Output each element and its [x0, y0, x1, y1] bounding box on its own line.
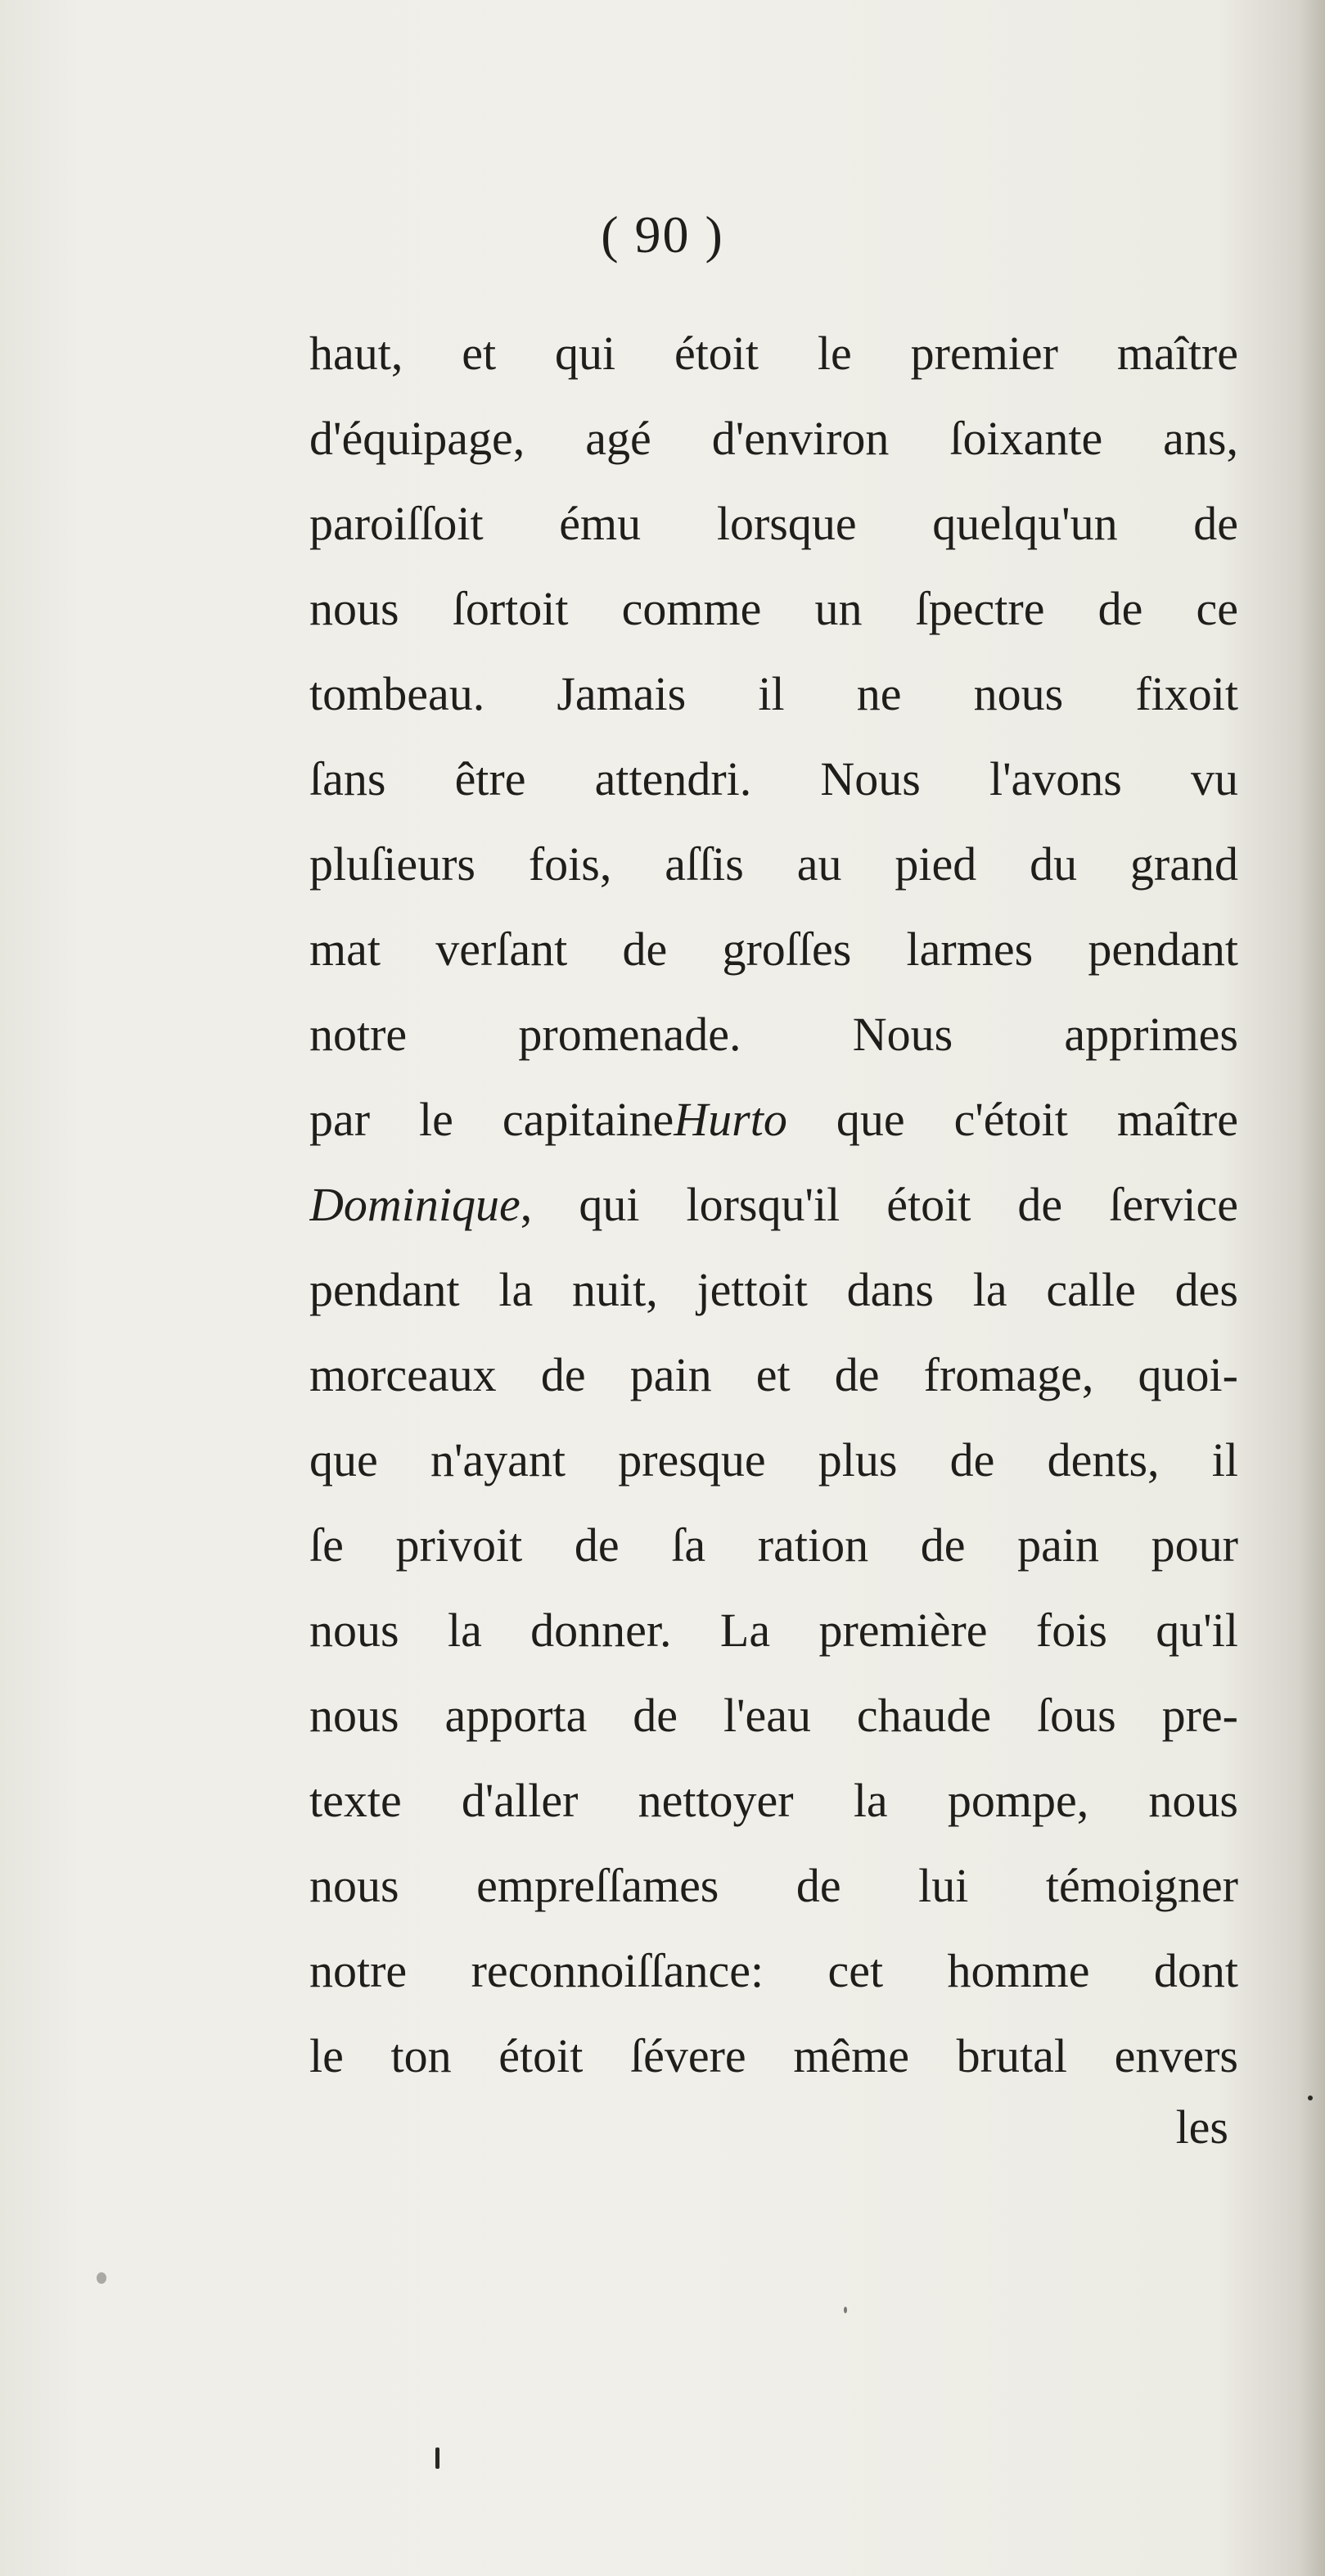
page-number: ( 90 ) — [601, 205, 724, 264]
italic-name: Dominique — [309, 1178, 521, 1231]
text-line: haut, et qui étoit le premier maître — [309, 327, 1238, 380]
body-text — [309, 311, 1238, 2099]
text-line: nous apporta de l'eau chaude ſous pre- — [309, 1689, 1238, 1742]
text-line: nous empreſſames de lui témoigner — [309, 1859, 1238, 1912]
text-line: notre promenade. Nous apprimes — [309, 1008, 1238, 1061]
text-line: pluſieurs fois, aſſis au pied du grand — [309, 837, 1238, 891]
text-line: ſans être attendri. Nous l'avons vu — [309, 752, 1238, 805]
ink-speck — [1308, 2096, 1313, 2100]
text-line: notre reconnoiſſance: cet homme dont — [309, 1944, 1238, 1997]
text-line: paroiſſoit ému lorsque quelqu'un de — [309, 497, 1238, 550]
catchword: les — [1175, 2100, 1228, 2154]
text-line: nous ſortoit comme un ſpectre de ce — [309, 582, 1238, 635]
text-line: le ton étoit ſévere même brutal envers — [309, 2029, 1238, 2082]
italic-name: Hurto — [674, 1093, 787, 1146]
ink-speck — [97, 2272, 106, 2284]
text-line: mat verſant de groſſes larmes pendant — [309, 923, 1238, 976]
line-segment: que c'étoit maître — [786, 1093, 1238, 1146]
text-line: morceaux de pain et de fromage, quoi- — [309, 1348, 1238, 1401]
ink-speck — [435, 2447, 439, 2469]
text-line: pendant la nuit, jettoit dans la calle des — [309, 1263, 1238, 1316]
text-line: que n'ayant presque plus de dents, il — [309, 1433, 1238, 1487]
ink-speck — [844, 2307, 847, 2313]
text-line: nous la donner. La première fois qu'il — [309, 1604, 1238, 1657]
text-line: ſe privoit de ſa ration de pain pour — [309, 1518, 1238, 1572]
text-line-with-italic — [309, 1077, 1238, 1162]
text-line: tombeau. Jamais il ne nous fixoit — [309, 667, 1238, 720]
text-line-with-italic — [309, 1162, 1238, 1247]
line-segment: , qui lorsqu'il étoit de ſervice — [520, 1178, 1238, 1231]
line-segment: par le capitaine — [309, 1093, 674, 1146]
text-line: texte d'aller nettoyer la pompe, nous — [309, 1774, 1238, 1827]
text-line: d'équipage, agé d'environ ſoixante ans, — [309, 412, 1238, 465]
